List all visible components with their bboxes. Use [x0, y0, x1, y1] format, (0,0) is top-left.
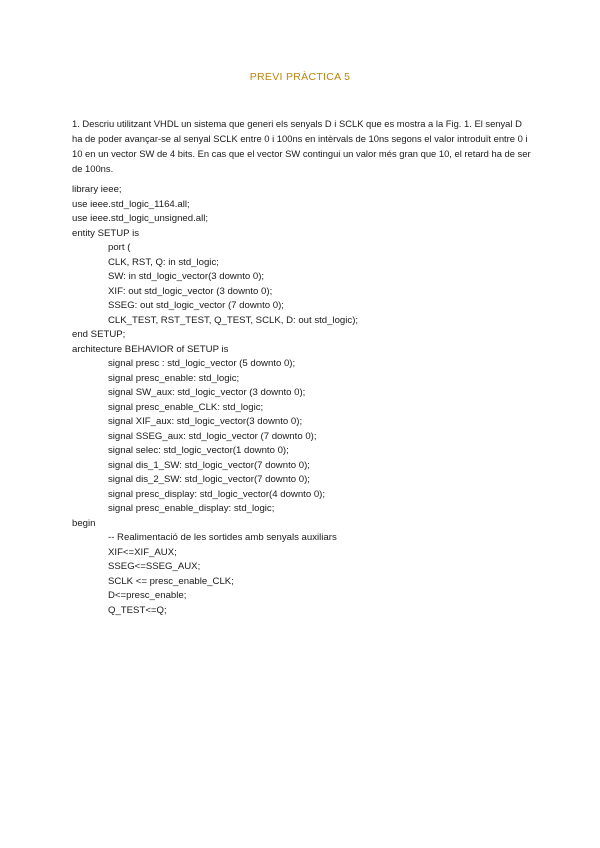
code-line: Q_TEST<=Q; [108, 604, 167, 616]
code-line: use ieee.std_logic_unsigned.all; [72, 213, 209, 224]
code-line: SW: in std_logic_vector(3 downto 0); [108, 271, 265, 282]
code-line: XIF: out std_logic_vector (3 downto 0); [108, 285, 273, 297]
code-line: D<=presc_enable; [108, 590, 187, 601]
code-line: entity SETUP is [72, 227, 140, 239]
code-line: signal presc_display: std_logic_vector(4 downto 0); [108, 488, 326, 500]
code-line: signal presc_enable_display: std_logic; [108, 503, 275, 514]
code-line: begin [72, 517, 96, 529]
code-line: use ieee.std_logic_1164.all; [72, 198, 190, 210]
code-line: SCLK <= presc_enable_CLK; [108, 575, 234, 587]
code-line: port ( [108, 242, 131, 253]
code-line: CLK_TEST, RST_TEST, Q_TEST, SCLK, D: out std_logic); [108, 314, 359, 326]
code-line: signal SW_aux: std_logic_vector (3 downto 0); [108, 387, 306, 398]
page-title: PREVI PRÀCTICA 5 [249, 71, 351, 83]
code-line: CLK, RST, Q: in std_logic; [108, 256, 219, 268]
code-line: signal dis_1_SW: std_logic_vector(7 downto 0); [108, 459, 310, 471]
code-line: XIF<=XIF_AUX; [108, 546, 177, 558]
code-line: library ieee; [72, 184, 122, 195]
vhdl-code-block [72, 183, 542, 618]
code-line: architecture BEHAVIOR of SETUP is [72, 343, 229, 355]
code-line: signal presc_enable_CLK: std_logic; [108, 401, 264, 413]
code-line: signal presc : std_logic_vector (5 downto 0); [108, 358, 296, 369]
code-line: end SETUP; [72, 329, 126, 340]
intro-section [72, 116, 532, 176]
code-line: SSEG<=SSEG_AUX; [108, 561, 201, 572]
code-line: signal selec: std_logic_vector(1 downto 0); [108, 445, 289, 456]
code-line: signal XIF_aux: std_logic_vector(3 downto 0); [108, 416, 303, 427]
code-line: SSEG: out std_logic_vector (7 downto 0); [108, 300, 284, 311]
code-line: -- Realimentació de les sortides amb senyals auxiliars [108, 532, 337, 543]
code-line: signal SSEG_aux: std_logic_vector (7 downto 0); [108, 430, 317, 442]
code-line: signal presc_enable: std_logic; [108, 372, 240, 384]
code-line: signal dis_2_SW: std_logic_vector(7 downto 0); [108, 474, 310, 485]
intro-paragraph: 1. Descriu utilitzant VHDL un sistema que generi els senyals D i SCLK que es mostra a la Fig. 1. El senyal D ha de poder avançar-se al senyal SCLK entre 0 i 100ns en intèrvals de 10ns segons el valor introduït entre 0 i 10 en un vector SW de 4 bits. En cas que el vector SW contingui un valor més gran que 10, el retard ha de ser de 100ns. [72, 118, 531, 174]
